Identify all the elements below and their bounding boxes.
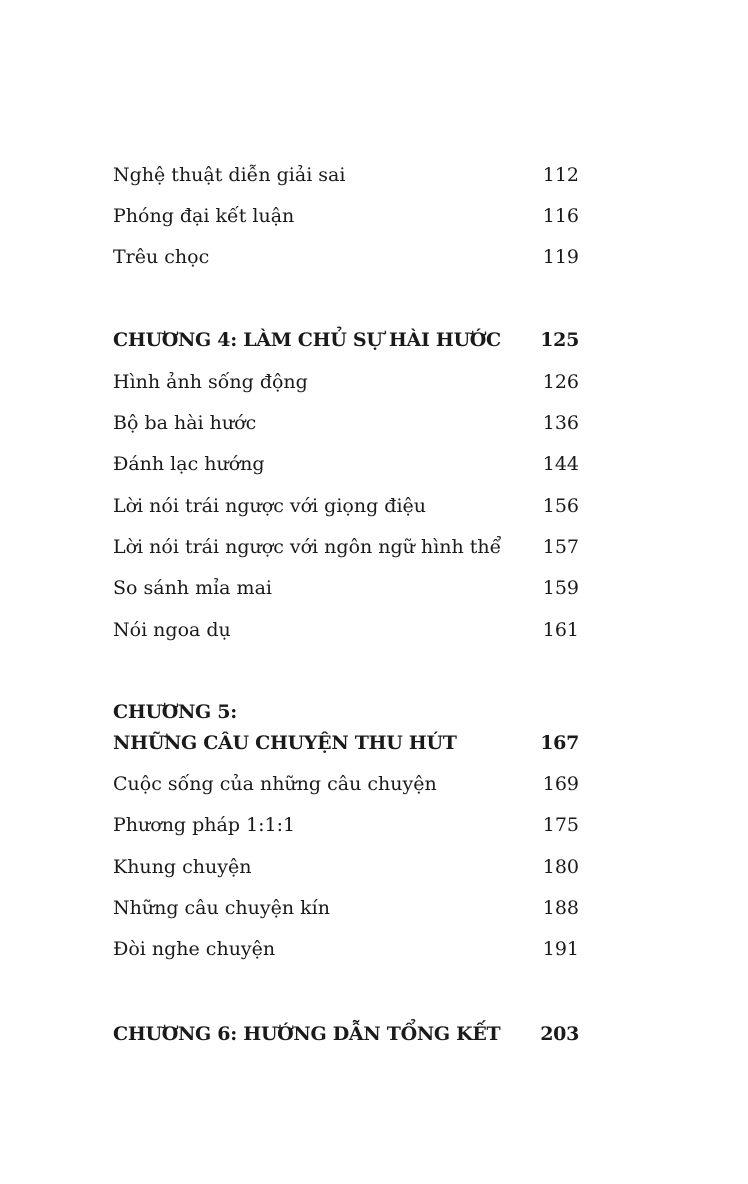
- chapter-page: 125: [540, 329, 579, 351]
- toc-entry-title: Đánh lạc hướng: [113, 453, 265, 475]
- toc-entry-page: 180: [542, 856, 579, 878]
- chapter-title: CHƯƠNG 6: HƯỚNG DẪN TỔNG KẾT: [113, 1023, 501, 1045]
- toc-entry-page: 159: [542, 577, 579, 599]
- toc-entry: [113, 614, 579, 646]
- toc-entry: [113, 572, 579, 604]
- toc-entry-title: Phương pháp 1:1:1: [113, 814, 296, 836]
- toc-entry-page: 112: [542, 164, 579, 186]
- toc-entry-page: 126: [542, 371, 579, 393]
- toc-entry: [113, 851, 579, 883]
- toc-entry-title: So sánh mỉa mai: [113, 577, 272, 599]
- toc-entry-page: 136: [542, 412, 579, 434]
- toc-entry-page: 191: [542, 938, 579, 960]
- toc-entry: [113, 159, 579, 191]
- toc-entry-title: Cuộc sống của những câu chuyện: [113, 773, 437, 795]
- chapter-page: 167: [540, 732, 579, 754]
- toc-chapter-heading: [113, 727, 579, 759]
- toc-entry: [113, 200, 579, 232]
- toc-chapter-heading: [113, 1018, 579, 1050]
- toc-entry-page: 169: [542, 773, 579, 795]
- toc-entry-title: Hình ảnh sống động: [113, 371, 308, 393]
- toc-entry-title: Khung chuyện: [113, 856, 252, 878]
- toc-entry-page: 188: [542, 897, 579, 919]
- toc-entry: [113, 490, 579, 522]
- toc-entry: [113, 768, 579, 800]
- toc-entry: [113, 933, 579, 965]
- toc-entry: [113, 448, 579, 480]
- toc-entry-page: 144: [542, 453, 579, 475]
- chapter-title: NHỮNG CÂU CHUYỆN THU HÚT: [113, 732, 457, 754]
- toc-entry: [113, 809, 579, 841]
- toc-entry-title: Bộ ba hài hước: [113, 412, 257, 434]
- toc-entry: [113, 241, 579, 273]
- toc-entry: [113, 892, 579, 924]
- chapter-page: 203: [540, 1023, 579, 1045]
- toc-entry-title: Nói ngoa dụ: [113, 619, 231, 641]
- toc-entry-title: Trêu chọc: [113, 246, 210, 268]
- toc-entry-title: Nghệ thuật diễn giải sai: [113, 164, 346, 186]
- toc-entry: [113, 366, 579, 398]
- toc-entry-page: 161: [542, 619, 579, 641]
- toc-chapter-heading: [113, 324, 579, 356]
- toc-entry-title: Đòi nghe chuyện: [113, 938, 276, 960]
- toc-entry-page: 119: [542, 246, 579, 268]
- toc-entry-page: 157: [542, 536, 579, 558]
- toc-entry-title: Những câu chuyện kín: [113, 897, 330, 919]
- toc-entry: [113, 531, 579, 563]
- toc-entry: [113, 407, 579, 439]
- chapter-title-line1: CHƯƠNG 5:: [113, 701, 237, 723]
- toc-entry-title: Lời nói trái ngược với ngôn ngữ hình thể: [113, 536, 502, 558]
- chapter-title: CHƯƠNG 4: LÀM CHỦ SỰ HÀI HƯỚC: [113, 329, 501, 351]
- toc-entry-page: 175: [542, 814, 579, 836]
- toc-entry-page: 116: [542, 205, 579, 227]
- toc-entry-page: 156: [542, 495, 579, 517]
- toc-entry-title: Phóng đại kết luận: [113, 205, 295, 227]
- toc-entry-title: Lời nói trái ngược với giọng điệu: [113, 495, 427, 517]
